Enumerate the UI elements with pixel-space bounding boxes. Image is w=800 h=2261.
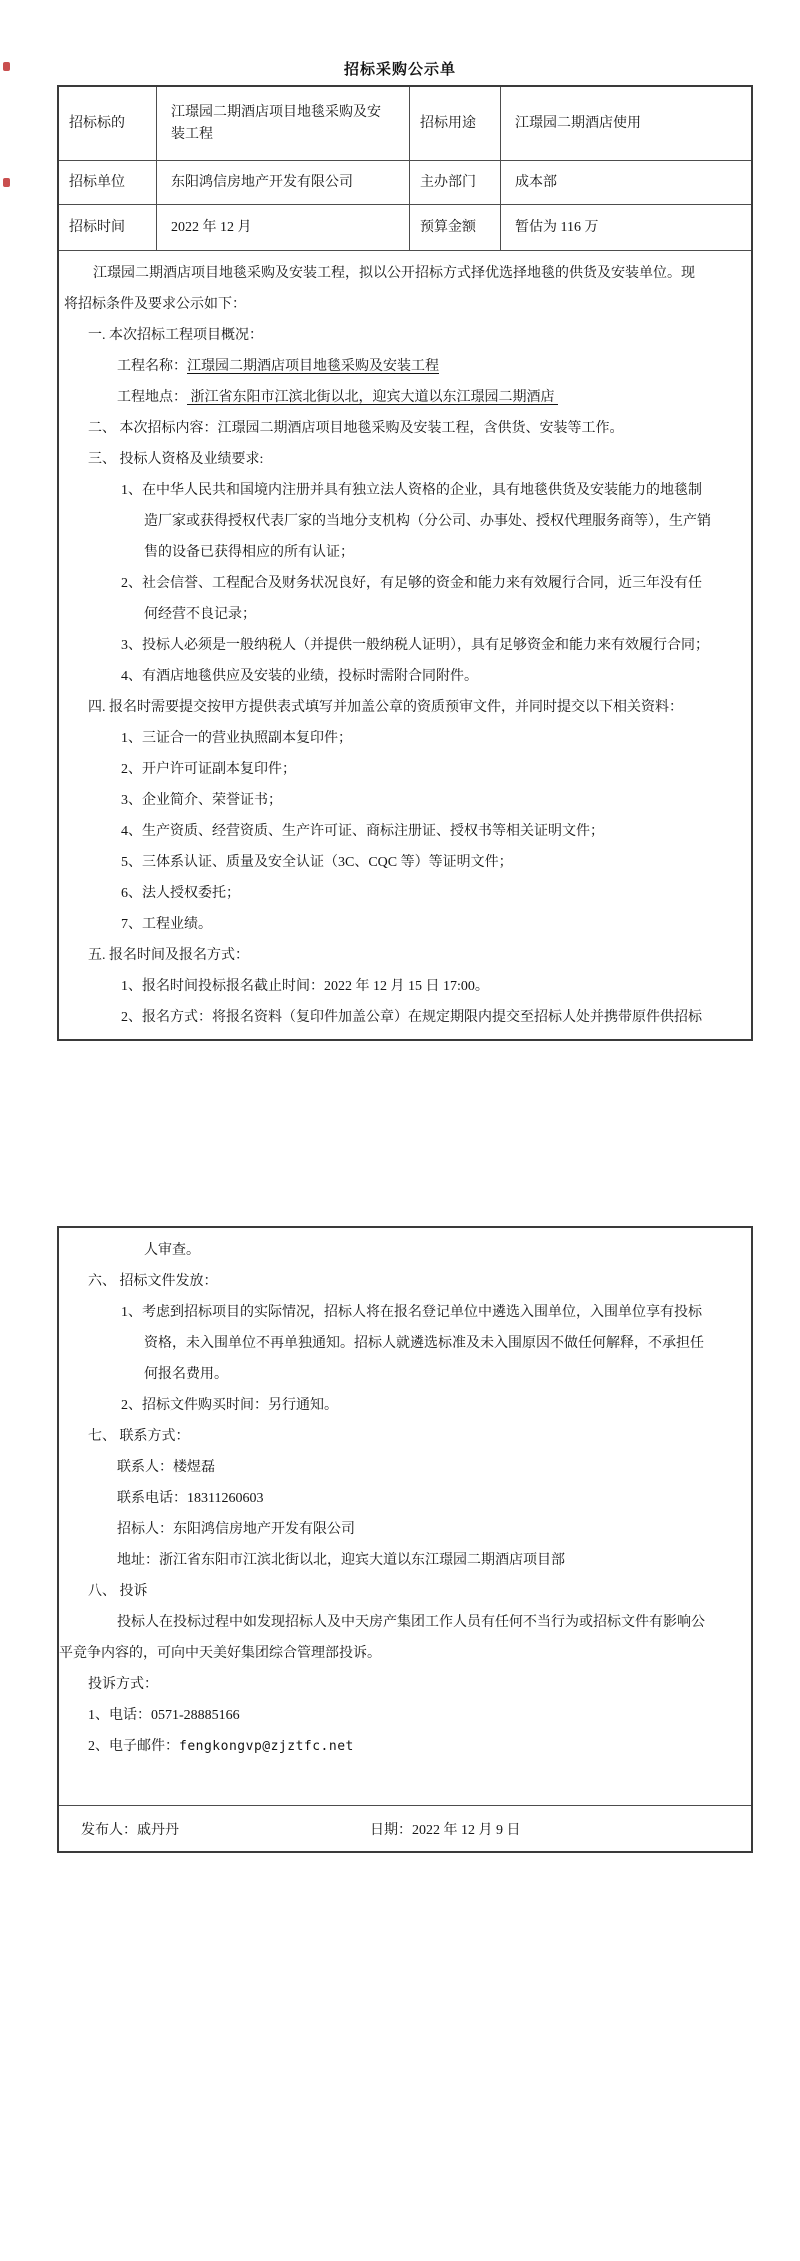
body-line: 六、 招标文件发放： <box>88 1274 218 1289</box>
complaint-email: fengkongvp@zjztfc.net <box>179 1739 354 1754</box>
body-line: 2、社会信誉、工程配合及财务状况良好，有足够的资金和能力来有效履行合同，近三年没有任 <box>121 576 702 591</box>
body-line: 联系人：楼煜磊 <box>117 1460 215 1475</box>
body-line: 何报名费用。 <box>144 1367 228 1382</box>
body-line: 江璟园二期酒店项目地毯采购及安装工程，拟以公开招标方式择优选择地毯的供货及安装单位。现 <box>93 266 695 281</box>
body-line: 4、有酒店地毯供应及安装的业绩，投标时需附合同附件。 <box>121 669 478 684</box>
body-line: 人审查。 <box>144 1243 200 1258</box>
body-line: 1、报名时间投标报名截止时间：2022 年 12 月 15 日 17:00。 <box>121 979 489 994</box>
value-host-department: 成本部 <box>501 161 751 205</box>
body-line: 将招标条件及要求公示如下： <box>64 297 246 312</box>
body-line: 二、 本次招标内容：江璟园二期酒店项目地毯采购及安装工程，含供货、安装等工作。 <box>88 421 624 436</box>
page1-body <box>59 251 751 1039</box>
value-bid-subject: 江璟园二期酒店项目地毯采购及安装工程 <box>157 87 410 161</box>
body-line: 七、 联系方式： <box>88 1429 190 1444</box>
body-line: 一. 本次招标工程项目概况： <box>88 328 263 343</box>
page2-body <box>59 1228 751 1805</box>
footer-row <box>59 1805 751 1851</box>
body-line: 2、开户许可证副本复印件； <box>121 762 296 777</box>
body-line: 1、电话：0571-28885166 <box>88 1708 240 1723</box>
label-host-department: 主办部门 <box>410 161 501 205</box>
body-line: 1、在中华人民共和国境内注册并具有独立法人资格的企业，具有地毯供货及安装能力的地毯制 <box>121 483 702 498</box>
project-location: 浙江省东阳市江滨北街以北，迎宾大道以东江璟园二期酒店 <box>187 390 558 405</box>
body-line: 联系电话：18311260603 <box>117 1491 264 1506</box>
body-line: 投标人在投标过程中如发现招标人及中天房产集团工作人员有任何不当行为或招标文件有影响公 <box>117 1615 705 1630</box>
page-title: 招标采购公示单 <box>343 62 456 78</box>
red-scan-mark <box>3 178 10 187</box>
label-bid-purpose: 招标用途 <box>410 87 501 161</box>
value-bid-unit: 东阳鸿信房地产开发有限公司 <box>157 161 410 205</box>
announcement-table <box>57 85 753 1041</box>
project-name: 江璟园二期酒店项目地毯采购及安装工程 <box>187 359 439 374</box>
body-line: 5、三体系认证、质量及安全认证（3C、CQC 等）等证明文件； <box>121 855 513 870</box>
publish-date: 日期：2022 年 12 月 9 日 <box>370 1822 521 1838</box>
announcement-table-continued <box>57 1226 753 1853</box>
body-line: 平竞争内容的，可向中天美好集团综合管理部投诉。 <box>59 1646 381 1661</box>
value-budget-amount: 暂估为 116 万 <box>501 205 751 251</box>
body-line: 售的设备已获得相应的所有认证； <box>144 545 354 560</box>
body-line: 四. 报名时需要提交按甲方提供表式填写并加盖公章的资质预审文件，并同时提交以下相关资料： <box>88 700 683 715</box>
body-line: 2、招标文件购买时间：另行通知。 <box>121 1398 338 1413</box>
body-line: 工程地点： 浙江省东阳市江滨北街以北，迎宾大道以东江璟园二期酒店 <box>117 390 558 405</box>
body-line: 1、考虑到招标项目的实际情况，招标人将在报名登记单位中遴选入围单位，入围单位享有投标 <box>121 1305 702 1320</box>
body-line: 投诉方式： <box>88 1677 158 1692</box>
body-line: 1、三证合一的营业执照副本复印件； <box>121 731 352 746</box>
body-line: 资格，未入围单位不再单独通知。招标人就遴选标准及未入围原因不做任何解释，不承担任 <box>144 1336 704 1351</box>
label-bid-time: 招标时间 <box>59 205 157 251</box>
label-bid-subject: 招标标的 <box>59 87 157 161</box>
body-line: 7、工程业绩。 <box>121 917 212 932</box>
value-bid-time: 2022 年 12 月 <box>157 205 410 251</box>
body-line: 工程名称：江璟园二期酒店项目地毯采购及安装工程 <box>117 359 439 374</box>
body-line: 何经营不良记录； <box>144 607 256 622</box>
body-line: 6、法人授权委托； <box>121 886 240 901</box>
body-line: 地址：浙江省东阳市江滨北街以北，迎宾大道以东江璟园二期酒店项目部 <box>117 1553 565 1568</box>
info-table <box>59 87 751 251</box>
publisher: 发布人：戚丹丹 <box>81 1822 179 1838</box>
body-line: 八、 投诉 <box>88 1584 148 1599</box>
body-line: 五. 报名时间及报名方式： <box>88 948 249 963</box>
body-line: 4、生产资质、经营资质、生产许可证、商标注册证、授权书等相关证明文件； <box>121 824 604 839</box>
body-line: 3、投标人必须是一般纳税人（并提供一般纳税人证明），具有足够资金和能力来有效履行合同； <box>121 638 709 653</box>
body-line: 造厂家或获得授权代表厂家的当地分支机构（分公司、办事处、授权代理服务商等），生产销 <box>144 514 711 529</box>
body-line: 3、企业简介、荣誉证书； <box>121 793 282 808</box>
value-bid-purpose: 江璟园二期酒店使用 <box>501 87 751 161</box>
body-line: 三、 投标人资格及业绩要求: <box>88 452 264 467</box>
body-line: 2、报名方式：将报名资料（复印件加盖公章）在规定期限内提交至招标人处并携带原件供招标 <box>121 1010 702 1025</box>
body-line: 2、电子邮件：fengkongvp@zjztfc.net <box>88 1739 354 1754</box>
body-line: 招标人：东阳鸿信房地产开发有限公司 <box>117 1522 355 1537</box>
label-budget-amount: 预算金额 <box>410 205 501 251</box>
label-bid-unit: 招标单位 <box>59 161 157 205</box>
